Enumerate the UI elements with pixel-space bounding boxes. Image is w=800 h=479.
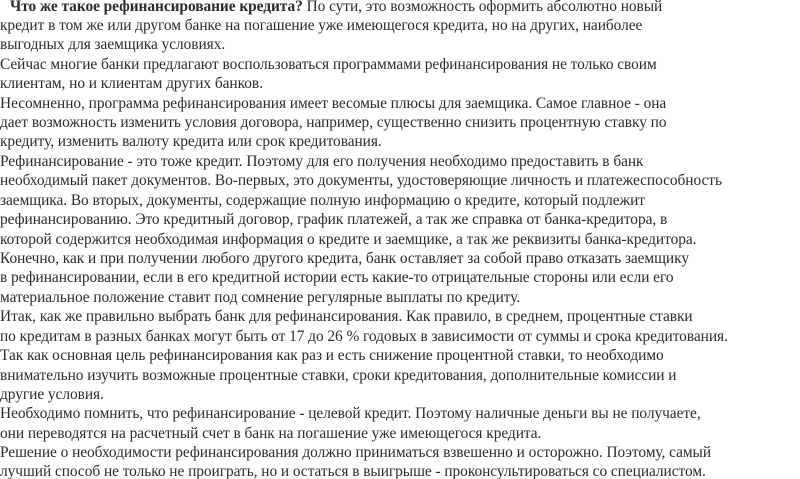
text-line: они переводятся на расчетный счет в банк на погашение уже имеющегося кредита. (0, 425, 542, 442)
text-line: Так как основная цель рефинансирования как раз и есть снижение процентной ставки, то необходимо (0, 347, 664, 364)
text-line: выгодных для заемщика условиях. (0, 36, 226, 53)
text-line: Необходимо помнить, что рефинансирование - целевой кредит. Поэтому наличные деньги вы не получаете, (0, 405, 701, 422)
text-line: лучший способ не только не проиграть, но и остаться в выигрыше - проконсультироваться со специалистом. (0, 463, 706, 479)
text-line: Рефинансирование - это тоже кредит. Поэтому для его получения необходимо предоставить в банк (0, 153, 644, 170)
intro-text: По сути, это возможность оформить абсолютно новый (302, 0, 663, 15)
text-line: необходимый пакет документов. Во-первых, это документы, удостоверяющие личность и платежеспособность (0, 172, 722, 189)
text-line: дает возможность изменить условия договора, например, существенно снизить процентную ставку по (0, 114, 667, 131)
text-line (10, 0, 662, 16)
text-line: Решение о необходимости рефинансирования должно приниматься взвешенно и осторожно. Поэтому, самый (0, 444, 712, 461)
text-line: внимательно изучить возможные процентные ставки, сроки кредитования, дополнительные комиссии и (0, 367, 677, 384)
text-line: Конечно, как и при получении любого другого кредита, банк оставляет за собой право отказать заемщику (0, 250, 689, 267)
text-line: в рефинансировании, если в его кредитной истории есть какие-то отрицательные стороны или если его (0, 269, 674, 286)
text-line: рефинансированию. Это кредитный договор, график платежей, а так же справка от банка-кредитора, в (0, 211, 668, 228)
text-line: по кредитам в разных банках могут быть от 17 до 26 % годовых в зависимости от суммы и срока кредитования. (0, 328, 728, 345)
text-line: заемщика. Во вторых, документы, содержащие полную информацию о кредите, который подлежит (0, 192, 645, 209)
text-line: Несомненно, программа рефинансирования имеет весомые плюсы для заемщика. Самое главное - она (0, 95, 667, 112)
text-line: другие условия. (0, 386, 104, 403)
intro-heading: Что же такое рефинансирование кредита? (10, 0, 303, 15)
text-line: материальное положение ставит под сомнение регулярные выплаты по кредиту. (0, 289, 521, 306)
text-line: Сейчас многие банки предлагают воспользоваться программами рефинансирования не только своим (0, 56, 657, 73)
text-line: кредиту, изменить валюту кредита или срок кредитования. (0, 133, 382, 150)
text-line: кредит в том же или другом банке на погашение уже имеющегося кредита, но на других, наиболее (0, 17, 643, 34)
text-line: клиентам, но и клиентам других банков. (0, 75, 263, 92)
text-line: Итак, как же правильно выбрать банк для рефинансирования. Как правило, в среднем, процентные ставки (0, 308, 693, 325)
text-line: которой содержится необходимая информация о кредите и заемщике, а так же реквизиты банка-кредитора. (0, 231, 697, 248)
